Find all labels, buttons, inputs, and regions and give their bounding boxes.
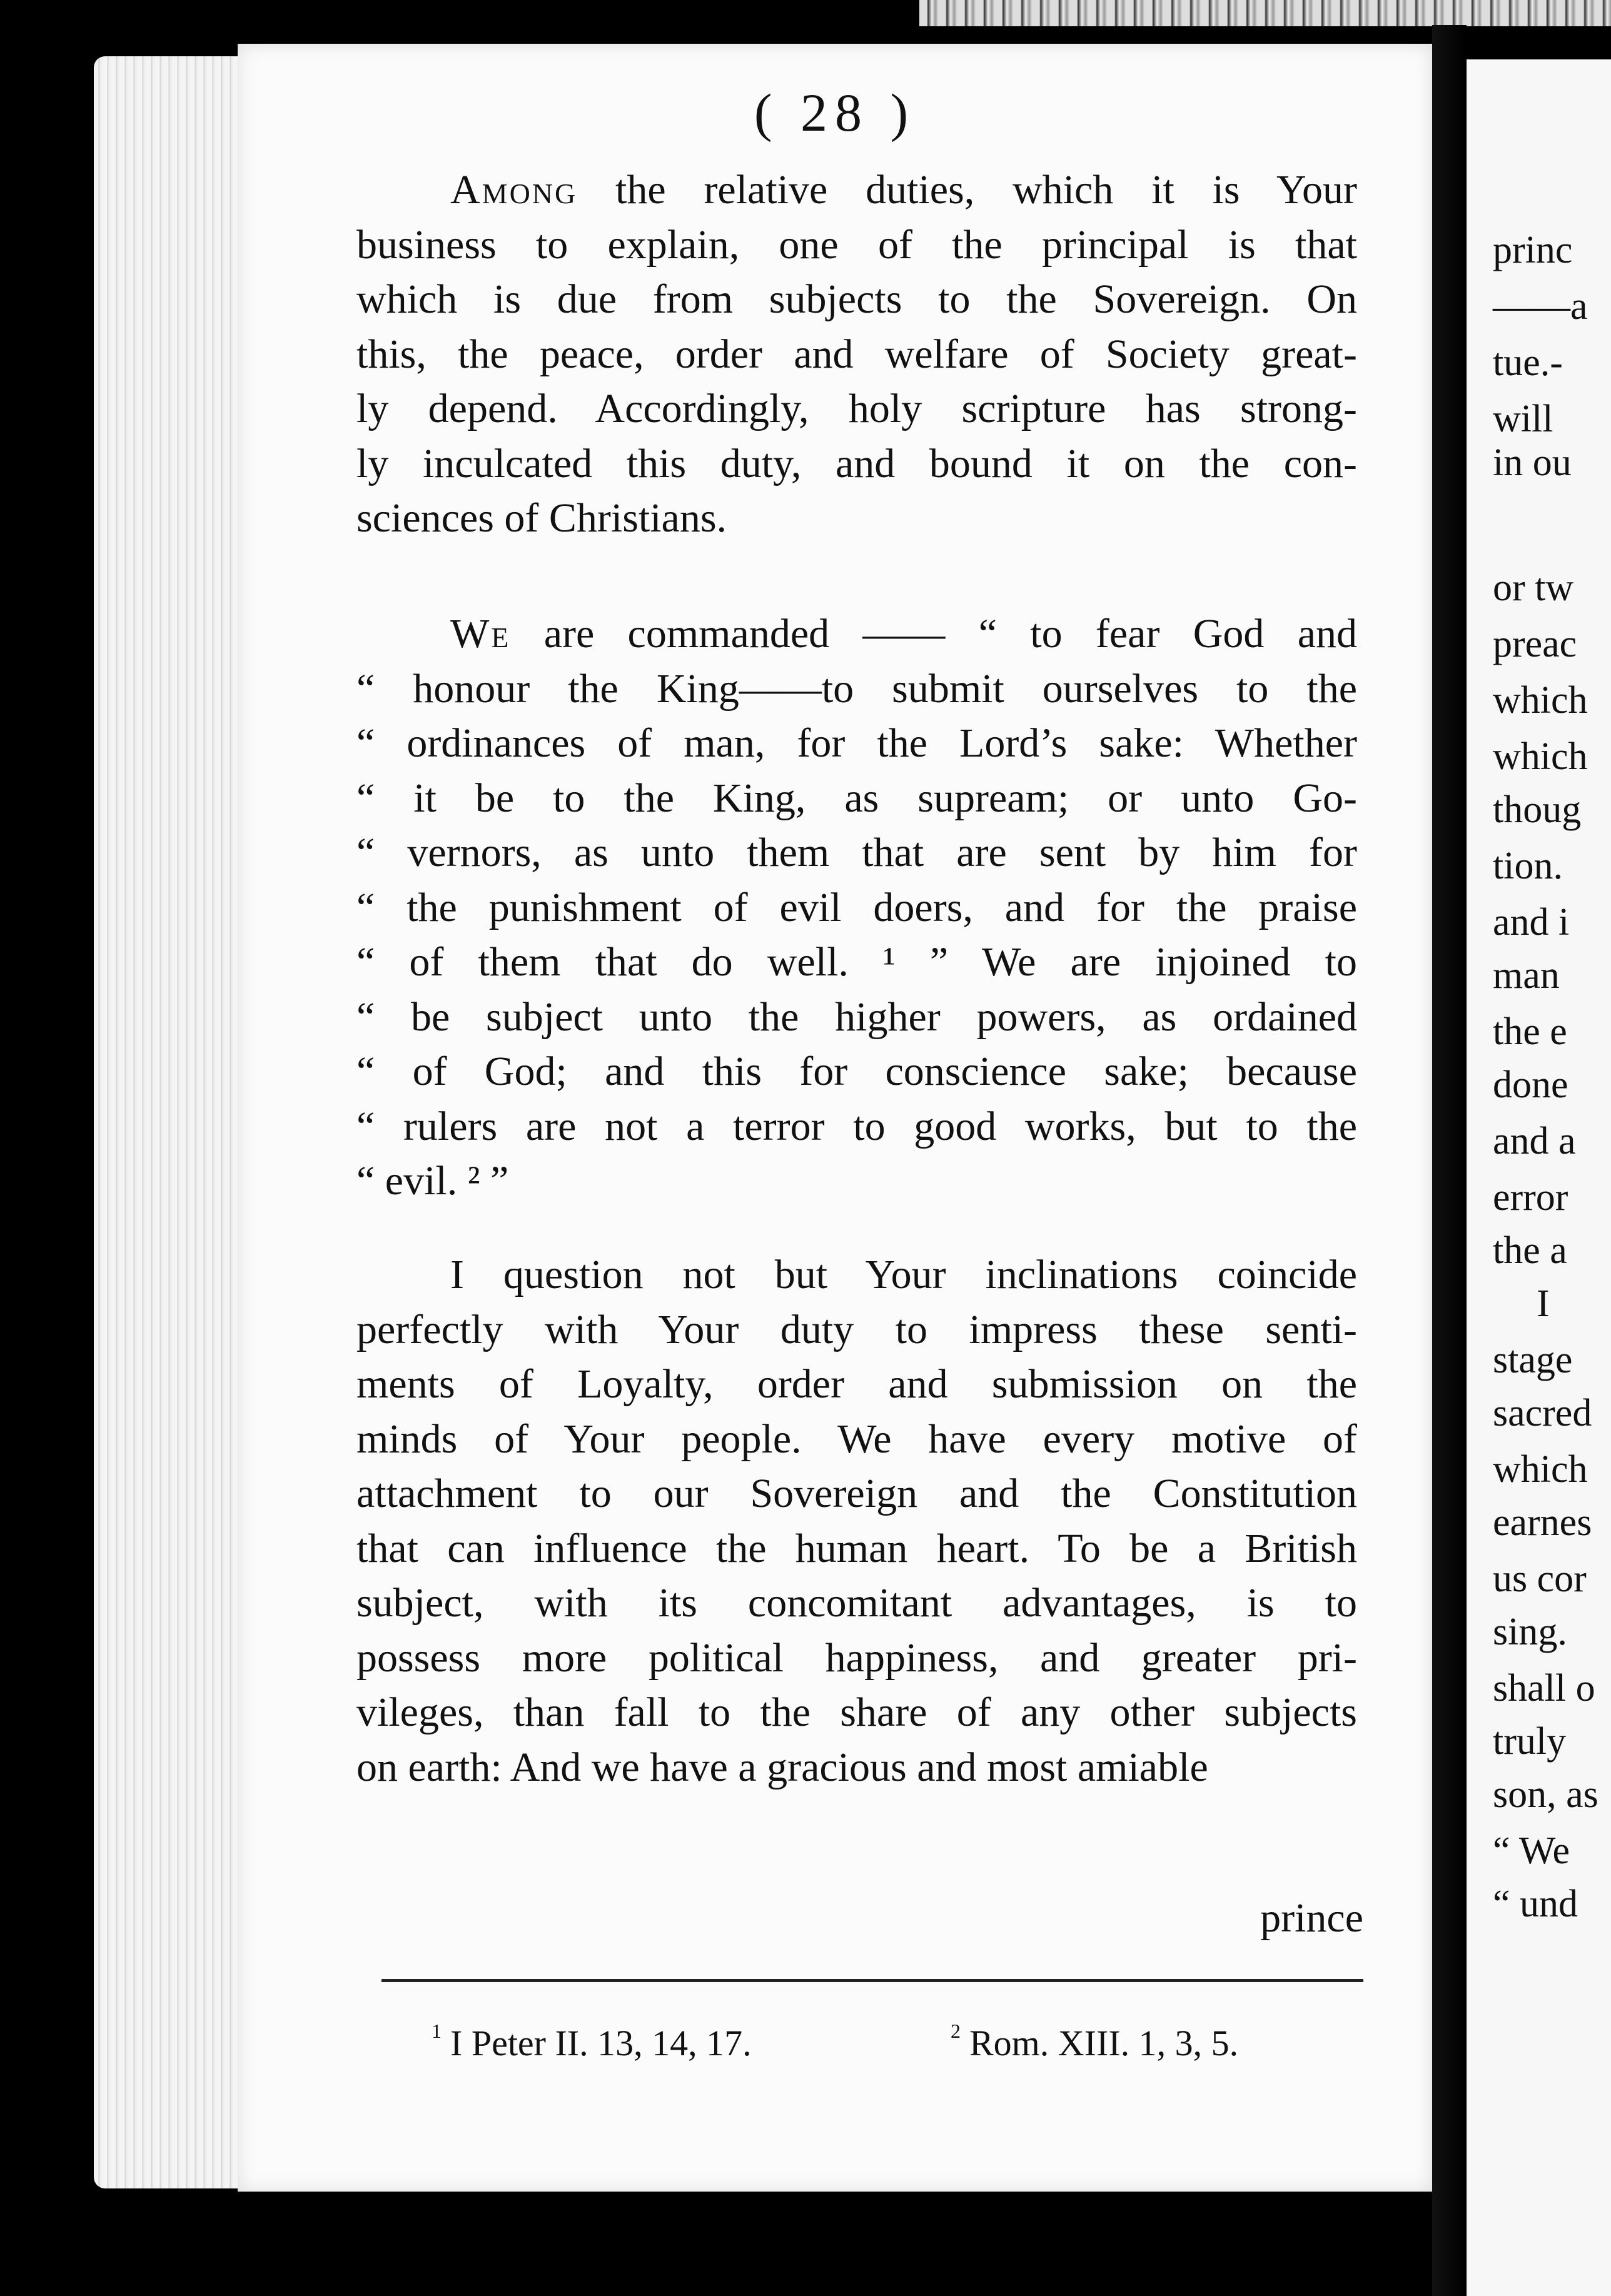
footnote-text: I Peter II. 13, 14, 17. [450,2023,752,2063]
right-page-line: error [1493,1176,1568,1219]
footnote-text: Rom. XIII. 1, 3, 5. [969,2023,1239,2063]
text-line: business to explain, one of the principal is that [356,221,1357,268]
text-line: I question not but Your inclinations coincide [450,1252,1357,1297]
small-caps-opening: Among [450,167,578,213]
text-line: ly inculcated this duty, and bound it on the con- [356,440,1357,486]
text-line [356,163,1357,218]
text-line: “ ordinances of man, for the Lord’s sake: Whether [356,720,1357,766]
paragraph-2 [356,607,1357,1209]
right-page-line: in ou [1493,441,1572,484]
book-edge-strip [919,0,1611,26]
right-page-line: which [1493,735,1588,778]
right-page-line: earnes [1493,1501,1592,1544]
text-line: that can influence the human heart. To be a British [356,1525,1357,1571]
text-line: possess more political happiness, and greater pri- [356,1634,1357,1681]
page-edges [94,56,256,2188]
right-page-line: “ und [1493,1883,1578,1925]
right-page-line: ——a [1493,285,1588,328]
catchword: prince [1260,1895,1363,1941]
small-caps-opening: We [450,611,511,657]
footnote-rule [381,1979,1363,1982]
text-line: minds of Your people. We have every motive of [356,1416,1357,1462]
text-line: on earth: And we have a gracious and most amiable [356,1744,1208,1790]
right-page-line: which [1493,679,1588,722]
line-text: are commanded —— “ to fear God and [510,611,1357,657]
right-page-line: sing. [1493,1611,1567,1653]
right-page-line: or tw [1493,566,1574,609]
paragraph-3 [356,1247,1357,1795]
footnote-mark: 1 [432,2020,442,2042]
right-page-line: “ We [1493,1830,1570,1872]
gutter-shadow [1432,25,1467,2296]
footnote-2 [951,2020,1238,2064]
text-line: “ of them that do well. ¹ ” We are injoined to [356,939,1357,985]
text-line: perfectly with Your duty to impress these senti- [356,1306,1357,1352]
right-page-line: and a [1493,1120,1576,1162]
right-page-line: tue.- [1493,341,1563,384]
right-page-line: done [1493,1064,1568,1106]
footnote-1 [432,2020,752,2064]
right-page-line: princ [1493,229,1573,271]
right-page-line: tion. [1493,845,1563,887]
text-line: “ honour the King——to submit ourselves to the [356,665,1357,712]
right-page-line: stage [1493,1339,1573,1381]
text-line: vileges, than fall to the share of any other subjects [356,1689,1357,1735]
text-line: ly depend. Accordingly, holy scripture has strong- [356,386,1357,431]
right-page-line: son, as [1493,1773,1598,1816]
right-page-line: us cor [1493,1558,1587,1600]
left-page [238,44,1432,2192]
line-text: the relative duties, which it is Your [577,167,1357,213]
right-page-line: the e [1493,1010,1567,1053]
right-page-line: shall o [1493,1667,1595,1709]
footnote-mark: 2 [951,2020,961,2042]
right-page-line: which [1493,1448,1588,1491]
right-page-line: I [1537,1282,1550,1325]
right-page-line: will [1493,398,1553,440]
right-page-fragment [1467,59,1611,2296]
right-page-line: truly [1493,1720,1567,1763]
text-line: which is due from subjects to the Sovereign. On [356,276,1357,322]
text-line: “ it be to the King, as supream; or unto Go- [356,775,1357,821]
right-page-line: the a [1493,1229,1567,1272]
paragraph-1 [356,163,1357,546]
right-page-line: sacred [1493,1392,1592,1434]
text-line: “ evil. ² ” [356,1158,509,1204]
text-line: ments of Loyalty, order and submission on the [356,1361,1357,1407]
right-page-line: man [1493,954,1560,997]
text-line: “ rulers are not a terror to good works, but to the [356,1103,1357,1149]
text-line: this, the peace, order and welfare of Society great- [356,331,1357,377]
page-number: ( 28 ) [754,83,916,143]
text-line: sciences of Christians. [356,495,727,541]
text-line [356,607,1357,662]
right-page-line: thoug [1493,788,1582,831]
right-page-line: preac [1493,623,1577,665]
text-line: “ vernors, as unto them that are sent by him for [356,830,1357,875]
text-line: attachment to our Sovereign and the Constitution [356,1471,1357,1516]
text-line: “ the punishment of evil doers, and for the praise [356,884,1357,930]
text-line: “ be subject unto the higher powers, as ordained [356,994,1357,1040]
right-page-line: and i [1493,901,1570,944]
text-line: subject, with its concomitant advantages, is to [356,1580,1357,1626]
text-line: “ of God; and this for conscience sake; because [356,1049,1357,1094]
